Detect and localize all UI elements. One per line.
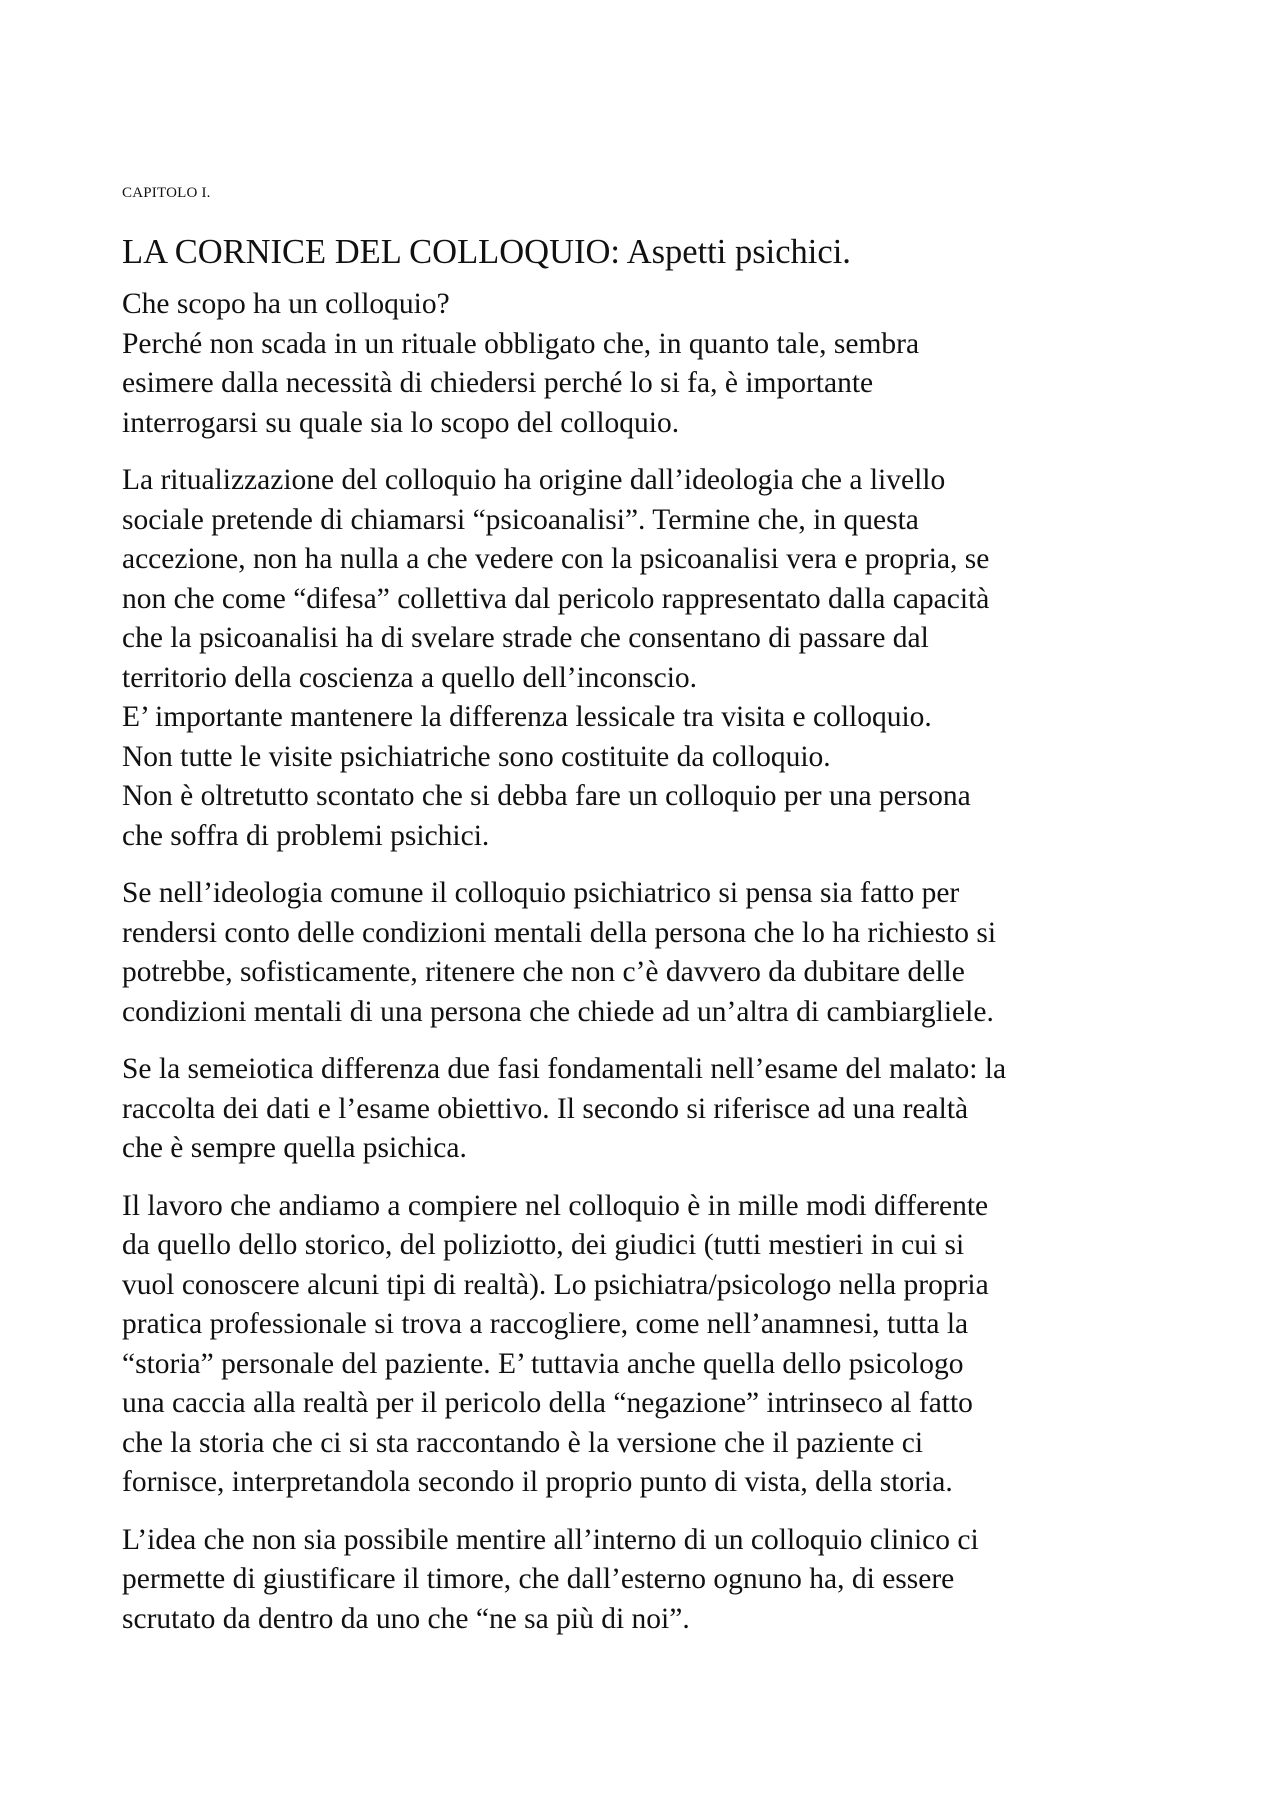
text-line: esimere dalla necessità di chiedersi perché lo si fa, è importante: [122, 367, 874, 399]
text-line: pratica professionale si trova a raccogliere, come nell’anamnesi, tutta la: [122, 1308, 969, 1340]
text-line: permette di giustificare il timore, che dall’esterno ognuno ha, di essere: [122, 1563, 955, 1595]
text-line: scrutato da dentro da uno che “ne sa più di noi”.: [122, 1602, 690, 1635]
text-line: Non è oltretutto scontato che si debba fare un colloquio per una persona: [122, 780, 971, 812]
text-line: raccolta dei dati e l’esame obiettivo. Il secondo si riferisce ad una realtà: [122, 1092, 969, 1125]
text-line: Perché non scada in un rituale obbligato che, in quanto tale, sembra: [122, 327, 920, 360]
text-line: Che scopo ha un colloquio?: [122, 288, 450, 320]
text-line: potrebbe, sofisticamente, ritenere che non c’è davvero da dubitare delle: [122, 956, 965, 988]
text-line: “storia” personale del paziente. E’ tuttavia anche quella dello psicologo: [122, 1347, 964, 1380]
page-content: [122, 183, 1202, 1657]
text-line: che soffra di problemi psichici.: [122, 819, 490, 852]
paragraph: [122, 1187, 1202, 1503]
text-line: territorio della coscienza a quello dell’inconscio.: [122, 661, 698, 694]
paragraph: [122, 285, 1202, 443]
chapter-label: CAPITOLO I.: [122, 185, 211, 201]
text-line: rendersi conto delle condizioni mentali della persona che lo ha richiesto si: [122, 916, 997, 949]
text-line: sociale pretende di chiamarsi “psicoanalisi”. Termine che, in questa: [122, 503, 919, 536]
text-line: Non tutte le visite psichiatriche sono costituite da colloquio.: [122, 740, 831, 773]
text-line: accezione, non ha nulla a che vedere con la psicoanalisi vera e propria, se: [122, 543, 990, 575]
text-line: fornisce, interpretandola secondo il proprio punto di vista, della storia.: [122, 1466, 953, 1498]
text-line: che è sempre quella psichica.: [122, 1132, 467, 1164]
text-line: che la psicoanalisi ha di svelare strade che consentano di passare dal: [122, 622, 929, 654]
text-line: E’ importante mantenere la differenza lessicale tra visita e colloquio.: [122, 701, 932, 733]
text-line: Il lavoro che andiamo a compiere nel colloquio è in mille modi differente: [122, 1189, 989, 1222]
paragraph: [122, 874, 1202, 1032]
chapter-title: LA CORNICE DEL COLLOQUIO: Aspetti psichici.: [122, 233, 851, 271]
text-line: La ritualizzazione del colloquio ha origine dall’ideologia che a livello: [122, 464, 946, 496]
paragraph: [122, 461, 1202, 856]
text-line: Se nell’ideologia comune il colloquio psichiatrico si pensa sia fatto per: [122, 877, 960, 909]
text-line: che la storia che ci si sta raccontando è la versione che il paziente ci: [122, 1426, 924, 1459]
paragraph: [122, 1521, 1202, 1640]
text-line: L’idea che non sia possibile mentire all’interno di un colloquio clinico ci: [122, 1523, 979, 1556]
paragraph: [122, 1050, 1202, 1169]
text-line: vuol conoscere alcuni tipi di realtà). Lo psichiatra/psicologo nella propria: [122, 1268, 989, 1301]
text-line: da quello dello storico, del poliziotto, dei giudici (tutti mestieri in cui si: [122, 1229, 965, 1261]
text-line: interrogarsi su quale sia lo scopo del colloquio.: [122, 406, 680, 439]
text-line: Se la semeiotica differenza due fasi fondamentali nell’esame del malato: la: [122, 1053, 1007, 1085]
text-line: condizioni mentali di una persona che chiede ad un’altra di cambiargliele.: [122, 995, 994, 1028]
text-line: non che come “difesa” collettiva dal pericolo rappresentato dalla capacità: [122, 582, 990, 615]
text-line: una caccia alla realtà per il pericolo della “negazione” intrinseco al fatto: [122, 1387, 973, 1419]
